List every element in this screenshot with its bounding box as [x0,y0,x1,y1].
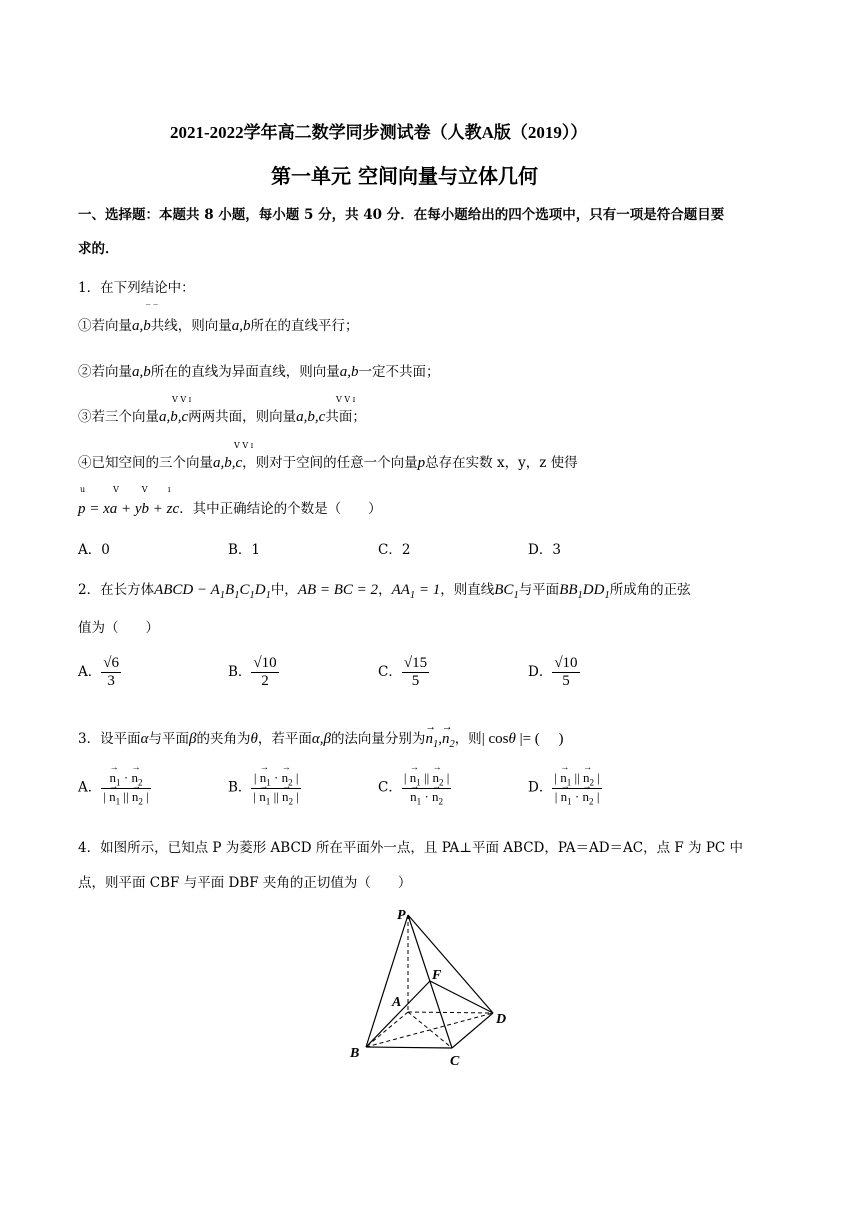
q2-option-b-num: √10 [253,655,277,671]
q3-stem-d: ，若平面 [257,731,312,747]
q3-theta: θ [250,731,258,747]
q2-line: $BC_1$ [494,582,519,601]
q1-stem: 1．在下列结论中： [78,280,195,296]
q2-option-a-frac [101,655,121,690]
q3-option-d-label: D． [528,779,553,796]
q1-statement-1 [78,314,359,335]
label-b: B [350,1046,360,1061]
edge-ad [408,1012,493,1013]
q3-option-d-num: | → $n_1$ || → $n_2$ | [552,770,602,789]
q2-option-d[interactable] [528,655,580,690]
q1-s1-a: ①若向量 [78,318,132,334]
q1-s1-b: 共线，则向量 [150,318,232,334]
q2-option-c[interactable] [378,655,429,690]
q4-stem-line1: 4．如图所示，已知点 P 为菱形 ABCD 所在平面外一点，且 PA⊥平面 ABCD，PA＝AD＝AC，点 F 为 PC 中 [78,840,744,856]
q2-option-d-frac [552,655,579,690]
q1-s4-formula-marks: u V V ɪ [80,485,171,494]
q2-stem-a: 2．在长方体 [78,582,155,598]
q3-option-a-den: | → $n_1$ || → $n_2$ | [101,789,151,807]
q3-option-c-label: C． [378,779,402,796]
q2-stem-cont: 值为（ ） [78,620,159,636]
q1-s2-vectors-2: a,b [339,364,359,380]
edge-cd [452,1013,493,1048]
q4-pyramid-figure [340,905,520,1070]
q1-s3-marks-2: V V ɪ [336,395,356,404]
q3-option-d[interactable] [528,770,602,806]
q2-option-c-frac [402,655,429,690]
q1-statement-2 [78,360,440,381]
q2-option-c-den: 5 [411,673,420,689]
q1-s2-a: ②若向量 [78,364,132,380]
q1-s4-marks: V V ɪ [234,441,254,450]
q1-s2-c: 一定不共面； [358,364,440,380]
q1-s3-a: ③若三个向量 [78,409,159,425]
q2-option-b-den: 2 [261,673,269,689]
edge-pb [366,915,408,1047]
q3-option-b-den: | → $n_1$ || → $n_2$ | [251,789,301,807]
edge-pd [408,915,493,1013]
q2-stem-d: ，则直线 [440,582,495,598]
q2-option-d-num: √10 [554,655,578,671]
q2-plane: $BB_1DD_1$ [559,582,610,601]
q1-s4-d: ．其中正确结论的个数是（ ） [179,501,382,517]
q1-s3-vectors: a,b,c [159,409,189,425]
label-d: D [496,1012,507,1027]
q1-s1-c: 所在的直线平行； [250,318,359,334]
q3-stem [78,727,564,750]
q3-option-d-den: | → $n_1$ · → $n_2$ | [552,789,602,807]
label-c: C [450,1054,460,1069]
q1-s4-formula: p = xa + yb + zc [78,501,180,517]
q2-option-b[interactable] [228,655,279,690]
q1-s4-a: ④已知空间的三个向量 [78,455,213,471]
q2-stem-e: 与平面 [518,582,560,598]
q3-alpha: α [140,731,149,747]
q1-option-a[interactable]: A．0 [78,542,110,558]
document-title: 2021-2022学年高二数学同步测试卷（人教A版（2019）） [170,123,588,142]
q1-s2-vectors: a,b [132,364,151,380]
q1-s1-vectors: a,b [132,318,151,334]
q1-s4-vectors: a,b,c [213,455,243,471]
q1-s4-vector-p: p [417,455,426,471]
q2-option-d-label: D． [528,664,553,680]
q3-option-c-frac [402,770,452,806]
q2-option-a-den: 3 [107,673,115,689]
q1-option-c[interactable]: C．2 [378,542,411,558]
q3-option-b-frac [251,770,301,806]
q3-option-c-num: | → $n_1$ || → $n_2$ | [402,770,452,789]
q1-statement-3 [78,405,366,426]
edge-bc [366,1047,452,1048]
q3-option-b-label: B． [228,779,252,796]
q2-option-a-num: √6 [103,655,119,671]
q3-beta: β [188,731,197,747]
q3-option-a-frac [101,770,151,806]
q1-s4-b: ，则对于空间的任意一个向量 [242,455,418,471]
q2-option-b-frac [251,655,278,690]
q2-option-c-label: C． [378,664,402,680]
q1-option-b[interactable]: B．1 [228,542,261,558]
q3-option-a-label: A． [78,779,102,796]
q3-stem-e: 的法向量分别为 [330,731,426,747]
q3-normals: → $n_1,\to n_2$ [425,731,454,747]
unit-title: 第一单元 空间向量与立体几何 [271,164,538,188]
q3-option-a-num: → $n_1$ · → $n_2$ [101,770,151,789]
q2-stem-c: ， [378,582,392,598]
q1-statement-4-cont [78,497,382,518]
q3-stem-c: 的夹角为 [196,731,251,747]
label-f: F [432,968,442,983]
q1-statement-4 [78,451,578,472]
section-instructions-line1: 一、选择题：本题共 8 小题，每小题 5 分，共 40 分．在每小题给出的四个选项中，只有一项是符合题目要 [78,207,725,223]
q2-option-c-num: √15 [403,655,428,671]
q3-option-b-num: | → $n_1$ · → $n_2$ | [251,770,301,789]
q3-stem-a: 3．设平面 [78,731,141,747]
q3-expression: | cosθ |= ( ) [481,731,564,747]
q1-s3-b: 两两共面，则向量 [188,409,297,425]
q1-s2-b: 所在的直线为异面直线，则向量 [150,364,340,380]
label-a: A [392,995,402,1010]
q2-stem-b: 中， [270,582,298,598]
q1-s4-c: 总存在实数 x，y，z 使得 [425,455,578,471]
q2-cond-2: $AA_1 = 1$ [391,582,441,601]
section-instructions-line2: 求的． [78,241,119,257]
q3-stem-f: ，则 [454,731,482,747]
q1-option-d[interactable]: D．3 [528,542,561,558]
label-p: P [397,908,406,923]
q2-cond-1: AB = BC = 2 [297,582,379,598]
q1-s3-c: 共面； [325,409,366,425]
q4-stem-line2: 点，则平面 CBF 与平面 DBF 夹角的正切值为（ ） [78,875,412,891]
q3-option-c[interactable] [378,770,451,806]
q1-s1-vectors-2: a,b [231,318,251,334]
q2-option-a[interactable] [78,655,121,690]
q2-option-d-den: 5 [562,673,570,689]
edge-bf [366,981,430,1047]
q2-stem [78,578,691,601]
q3-option-a[interactable] [78,770,151,806]
q3-option-b[interactable] [228,770,301,806]
q1-s1-bar-marks: ‾ ‾ [146,304,158,314]
q2-stem-f: 所成角的正弦 [609,582,691,598]
q2-option-a-label: A． [78,664,102,680]
q3-stem-b: 与平面 [148,731,189,747]
q3-option-c-den: → $n_1$ · → $n_2$ [402,789,452,807]
q2-option-b-label: B． [228,664,252,680]
q3-alpha-beta: α,β [311,731,331,747]
q3-option-d-frac [552,770,602,806]
q2-solid: ABCD − $A_1B_1C_1D_1$ [154,582,271,601]
q1-s3-vectors-2: a,b,c [296,409,326,425]
q1-s3-marks: V V ɪ [172,395,192,404]
